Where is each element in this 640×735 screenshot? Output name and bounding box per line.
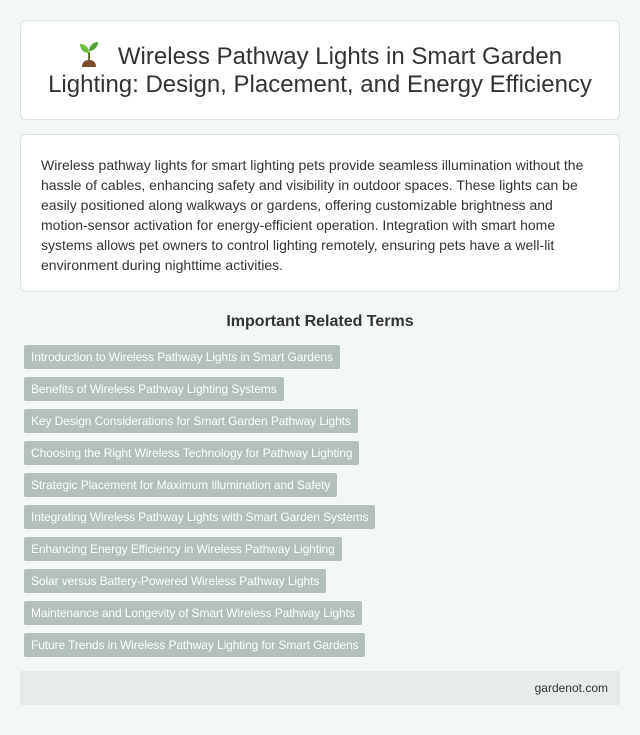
related-term-link[interactable]: Benefits of Wireless Pathway Lighting Systems xyxy=(24,377,284,401)
related-term-link[interactable]: Maintenance and Longevity of Smart Wireless Pathway Lights xyxy=(24,601,362,625)
footer-site-name: gardenot.com xyxy=(534,681,608,695)
related-term-link[interactable]: Choosing the Right Wireless Technology for Pathway Lighting xyxy=(24,441,359,465)
related-term-link[interactable]: Introduction to Wireless Pathway Lights in Smart Gardens xyxy=(24,345,340,369)
footer xyxy=(20,671,620,705)
related-term-link[interactable]: Strategic Placement for Maximum Illumination and Safety xyxy=(24,473,337,497)
page-title xyxy=(45,41,595,99)
related-term-link[interactable]: Solar versus Battery-Powered Wireless Pathway Lights xyxy=(24,569,326,593)
description-text: Wireless pathway lights for smart lighting pets provide seamless illumination without the hassle of cables, enhancing safety and visibility in outdoor spaces. These lights can be easily positioned along walkways or gardens, offering customizable brightness and motion-sensor activation for energy-efficient operation. Integration with smart home systems allows pet owners to control lighting remotely, ensuring pets have a well-lit environment during nighttime activities. xyxy=(41,157,584,273)
page-title-text: Wireless Pathway Lights in Smart Garden Lighting: Design, Placement, and Energy Efficiency xyxy=(48,43,592,98)
related-term-link[interactable]: Enhancing Energy Efficiency in Wireless Pathway Lighting xyxy=(24,537,342,561)
related-term-link[interactable]: Integrating Wireless Pathway Lights with Smart Garden Systems xyxy=(24,505,375,529)
related-term-link[interactable]: Future Trends in Wireless Pathway Lighting for Smart Gardens xyxy=(24,633,365,657)
related-terms-list xyxy=(24,345,616,665)
related-term-link[interactable]: Key Design Considerations for Smart Garden Pathway Lights xyxy=(24,409,358,433)
related-terms-heading: Important Related Terms xyxy=(226,313,414,330)
sprout-icon xyxy=(78,41,100,67)
description-card xyxy=(20,134,620,292)
title-card xyxy=(20,20,620,120)
